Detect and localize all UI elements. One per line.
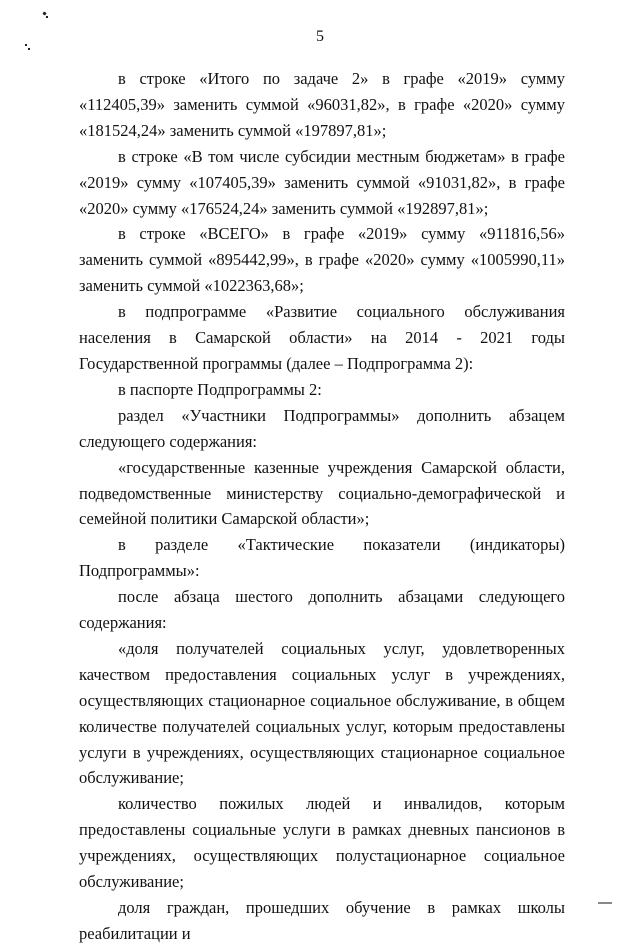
paragraph-takticheskie-pokazateli: в разделе «Тактические показатели (индикаторы) Подпрограммы»: <box>79 535 565 581</box>
paragraph-itogo-zadacha-2: в строке «Итого по задаче 2» в графе «2019» сумму «112405,39» заменить суммой «96031,82», в графе «2020» сумму «181524,24» заменить суммой «197897,81»; <box>79 69 565 140</box>
scan-speck <box>28 48 30 50</box>
paragraph-pasport: в паспорте Подпрограммы 2: <box>118 379 322 399</box>
paragraph-uchastniki: раздел «Участники Подпрограммы» дополнить абзацем следующего содержания: <box>79 405 565 451</box>
paragraph-subsidii-mestnym-budzhetam: в строке «В том числе субсидии местным бюджетам» в графе «2019» сумму «107405,39» заменить суммой «91031,82», в графе «2020» сумму «176524,24» заменить суммой «192897,81»; <box>79 146 565 218</box>
paragraph-vsego: в строке «ВСЕГО» в графе «2019» сумму «911816,56» заменить суммой «895442,99», в графе «2020» сумму «1005990,11» заменить суммой «1022363,68»; <box>79 224 565 296</box>
paragraph-uchrezhdeniya: «государственные казенные учреждения Самарской области, подведомственные министерству социально-демографической и семейной политики Самарской области»; <box>79 457 565 529</box>
paragraph-posle-abzaca: после абзаца шестого дополнить абзацами следующего содержания: <box>79 587 565 633</box>
document-text-body <box>79 66 565 947</box>
paragraph-podprogramma-2: в подпрограмме «Развитие социального обслуживания населения в Самарской области» на 2014 - 2021 годы Государственной программы (далее – Подпрограмма 2): <box>79 302 565 373</box>
paragraph-dolya-poluchateley: «доля получателей социальных услуг, удовлетворенных качеством предоставления социальных услуг в учреждениях, осуществляющих стационарное социальное обслуживание, в общем количестве получателей социальных услуг, которым предоставлены услуги в учреждениях, осуществляющих стационарное социальное обслуживание; <box>79 638 565 788</box>
paragraph-kolichestvo-pozhilyh: количество пожилых людей и инвалидов, которым предоставлены социальные услуги в рамках дневных пансионов в учреждениях, осуществляющих полустационарное социальное обслуживание; <box>79 794 565 892</box>
paragraph-dolya-grazhdan: доля граждан, прошедших обучение в рамках школы реабилитации и <box>79 898 565 943</box>
scan-speck <box>46 16 48 18</box>
page-number: 5 <box>316 28 324 45</box>
scan-speck <box>42 11 46 15</box>
scan-edge-mark <box>598 902 612 904</box>
